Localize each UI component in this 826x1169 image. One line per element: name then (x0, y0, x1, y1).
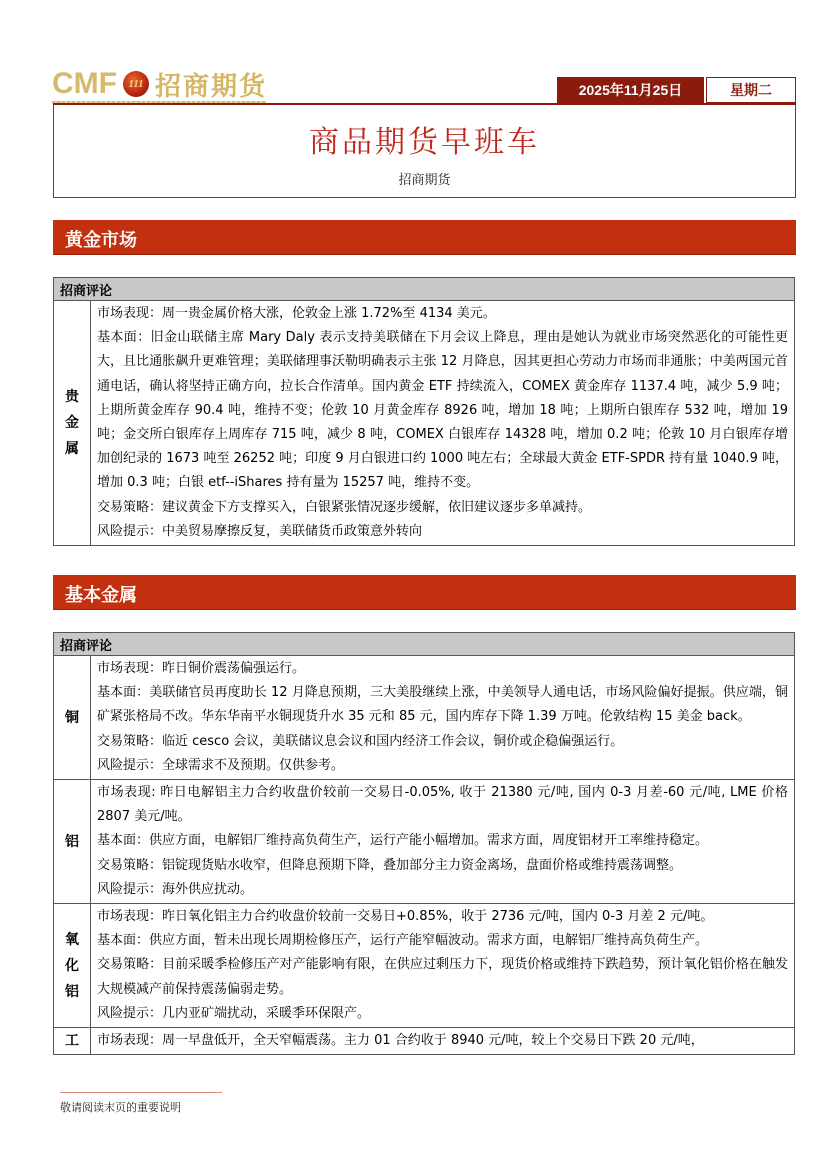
table-row (54, 780, 795, 904)
logo-company-name: 招商期货 (154, 71, 267, 102)
comment-table-base-metals (53, 632, 795, 1055)
comment-header: 招商评论 (54, 278, 795, 301)
trading-strategy: 交易策略：铝锭现货贴水收窄，但降息预期下降，叠加部分主力资金离场，盘面价格或维持震荡调整。 (97, 857, 683, 873)
logo-cmf-text: CMF (52, 67, 117, 100)
title-box (53, 105, 796, 198)
commentary-cell (91, 904, 795, 1028)
risk-warning: 风险提示：几内亚矿端扰动，采暖季环保限产。 (97, 1005, 371, 1021)
commentary-cell (91, 301, 795, 546)
market-performance: 市场表现: 昨日电解铝主力合约收盘价较前一交易日-0.05%, 收于 21380 元/吨, 国内 0-3 月差-60 元/吨, LME 价格 2807 美元/吨。 (97, 785, 788, 825)
market-performance: 市场表现：周一贵金属价格大涨，伦敦金上涨 1.72%至 4134 美元。 (97, 306, 496, 321)
footer-divider (60, 1092, 222, 1093)
report-date: 2025年11月25日 (557, 77, 704, 103)
section-header-gold (53, 220, 796, 255)
trading-strategy: 交易策略：目前采暖季检修压产对产能影响有限，在供应过剩压力下，现货价格或维持下跌趋势，预计氧化铝价格在触发大规模减产前保持震荡偏弱走势。 (97, 957, 788, 997)
category-cell (54, 1028, 91, 1055)
fundamentals: 基本面：供应方面，电解铝厂维持高负荷生产，运行产能小幅增加。需求方面，周度铝材开工率维持稳定。 (97, 833, 709, 849)
category-label: 铜 (65, 709, 79, 726)
page-subtitle: 招商期货 (398, 173, 451, 188)
risk-warning: 风险提示：中美贸易摩擦反复，美联储货币政策意外转向 (97, 523, 423, 539)
category-label: 铝 (65, 833, 79, 850)
market-performance: 市场表现：昨日铜价震荡偏强运行。 (97, 661, 306, 676)
fundamentals: 基本面：旧金山联储主席 Mary Daly 表示支持美联储在下月会议上降息，理由是她认为就业市场突然恶化的可能性更大，且比通胀飙升更难管理；美联储理事沃勒明确表示主张 12 月降息，因其更担心劳动力市场而非通胀；中美两国元首通电话，确认将坚持正确方向，拉长合作清单。国内黄金 ETF 持续流入，COMEX 黄金库存 1137.4 吨，减少 5.9 吨；上期所黄金库存 90.4 吨，维持不变；伦敦 10 月黄金库存 8926 吨，增加 18 吨；上期所白银库存 532 吨，增加 19 吨；金交所白银库存上周库存 715 吨，减少 8 吨，COMEX 白银库存 14328 吨，增加 0.2 吨；伦敦 10 月白银库存增加创纪录的 1673 吨至 26252 吨；印度 9 月白银进口约 1000 吨左右；全球最大黄金 ETF-SPDR 持有量 1040.9 吨，增加 0.3 吨；白银 etf--iShares 持有量为 15257 吨，维持不变。 (97, 330, 788, 491)
logo-badge-icon: 111 (123, 71, 149, 97)
risk-warning: 风险提示：全球需求不及预期。仅供参考。 (97, 757, 345, 773)
fundamentals: 基本面：美联储官员再度助长 12 月降息预期，三大美股继续上涨，中美领导人通电话，市场风险偏好提振。供应端，铜矿紧张格局不改。华东华南平水铜现货升水 35 元和 85 元，国内库存下降 1.39 万吨。伦敦结构 15 美金 back。 (97, 685, 788, 725)
category-cell (54, 656, 91, 780)
section-header-base-metals (53, 575, 796, 610)
section-title: 黄金市场 (65, 230, 137, 251)
report-weekday: 星期二 (706, 77, 796, 103)
trading-strategy: 交易策略：临近 cesco 会议，美联储议息会议和国内经济工作会议，铜价或企稳偏强运行。 (97, 733, 624, 749)
commentary-cell (91, 780, 795, 904)
footer-note: 敬请阅读末页的重要说明 (60, 1101, 181, 1114)
section-title: 基本金属 (65, 585, 137, 606)
company-logo (52, 66, 267, 102)
table-row (54, 1028, 795, 1055)
risk-warning: 风险提示：海外供应扰动。 (97, 881, 254, 897)
category-cell (54, 301, 91, 546)
page-title: 商品期货早班车 (309, 125, 540, 160)
comment-header: 招商评论 (54, 633, 795, 656)
category-label: 贵金属 (65, 389, 79, 458)
category-label: 氧化铝 (65, 931, 79, 1000)
category-cell (54, 780, 91, 904)
comment-table-gold (53, 277, 795, 546)
trading-strategy: 交易策略：建议黄金下方支撑买入，白银紧张情况逐步缓解，依旧建议逐步多单减持。 (97, 499, 592, 515)
commentary-cell (91, 1028, 795, 1055)
category-cell (54, 904, 91, 1028)
market-performance: 市场表现：周一早盘低开，全天窄幅震荡。主力 01 合约收于 8940 元/吨，较上个交易日下跌 20 元/吨， (97, 1033, 704, 1049)
table-row (54, 656, 795, 780)
table-row (54, 301, 795, 546)
fundamentals: 基本面：供应方面，暂未出现长周期检修压产，运行产能窄幅波动。需求方面，电解铝厂维持高负荷生产。 (97, 933, 709, 949)
category-label: 工 (65, 1033, 79, 1050)
table-row (54, 904, 795, 1028)
commentary-cell (91, 656, 795, 780)
market-performance: 市场表现：昨日氧化铝主力合约收盘价较前一交易日+0.85%，收于 2736 元/吨，国内 0-3 月差 2 元/吨。 (97, 909, 714, 925)
